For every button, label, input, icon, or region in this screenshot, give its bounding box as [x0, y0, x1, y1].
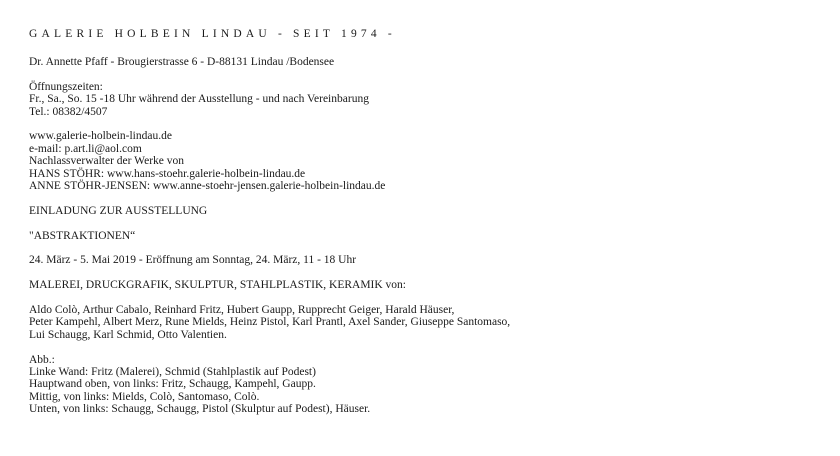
spacer: [29, 267, 829, 279]
gallery-page: [29, 27, 829, 416]
anne-stoehr-jensen-link[interactable]: ANNE STÖHR-JENSEN: www.anne-stoehr-jensen.galerie-holbein-lindau.de: [29, 180, 386, 193]
website-link-line: [29, 130, 829, 142]
gallery-title: GALERIE HOLBEIN LINDAU - SEIT 1974 -: [29, 28, 396, 40]
opening-hours-days: Fr., Sa., So. 15 -18 Uhr während der Ausstellung - und nach Vereinbarung: [29, 93, 369, 106]
website-link[interactable]: www.galerie-holbein-lindau.de: [29, 130, 172, 143]
caption-line: Linke Wand: Fritz (Malerei), Schmid (Stahlplastik auf Podest): [29, 366, 316, 379]
gallery-address: Dr. Annette Pfaff - Brougierstrasse 6 - D-88131 Lindau /Bodensee: [29, 56, 335, 68]
estate-label: Nachlassverwalter der Werke von: [29, 155, 185, 168]
exhibition-title: "ABSTRAKTIONEN“: [29, 229, 136, 242]
caption-line: Mittig, von links: Mields, Colò, Santomaso, Colò.: [29, 390, 260, 403]
caption-line: Unten, von links: Schaugg, Schaugg, Pistol (Skulptur auf Podest), Häuser.: [29, 403, 371, 416]
email-line[interactable]: e-mail: p.art.li@aol.com: [29, 142, 142, 155]
hans-stoehr-link[interactable]: HANS STÖHR: www.hans-stoehr.galerie-holbein-lindau.de: [29, 167, 306, 180]
opening-hours-heading: Öffnungszeiten:: [29, 80, 103, 93]
invitation-heading: EINLADUNG ZUR AUSSTELLUNG: [29, 204, 208, 217]
artists-line: Lui Schaugg, Karl Schmid, Otto Valentien.: [29, 328, 227, 341]
media-list: MALEREI, DRUCKGRAFIK, SKULPTUR, STAHLPLASTIK, KERAMIK von:: [29, 279, 406, 292]
exhibition-dates: 24. März - 5. Mai 2019 - Eröffnung am Sonntag, 24. März, 11 - 18 Uhr: [29, 254, 357, 267]
spacer: [29, 242, 829, 254]
spacer: [29, 192, 829, 204]
caption-line: Hauptwand oben, von links: Fritz, Schaugg, Kampehl, Gaupp.: [29, 378, 316, 391]
spacer: [29, 68, 829, 80]
spacer: [29, 217, 829, 229]
telephone: Tel.: 08382/4507: [29, 105, 108, 118]
spacer: [29, 118, 829, 130]
artists-line: Peter Kampehl, Albert Merz, Rune Mields, Heinz Pistol, Karl Prantl, Axel Sander, Giuseppe Santomaso,: [29, 316, 511, 329]
spacer: [29, 292, 829, 304]
spacer: [29, 341, 829, 353]
artists-line: Aldo Colò, Arthur Cabalo, Reinhard Fritz, Hubert Gaupp, Rupprecht Geiger, Harald Häuser,: [29, 304, 455, 317]
captions-heading: Abb.:: [29, 353, 55, 366]
